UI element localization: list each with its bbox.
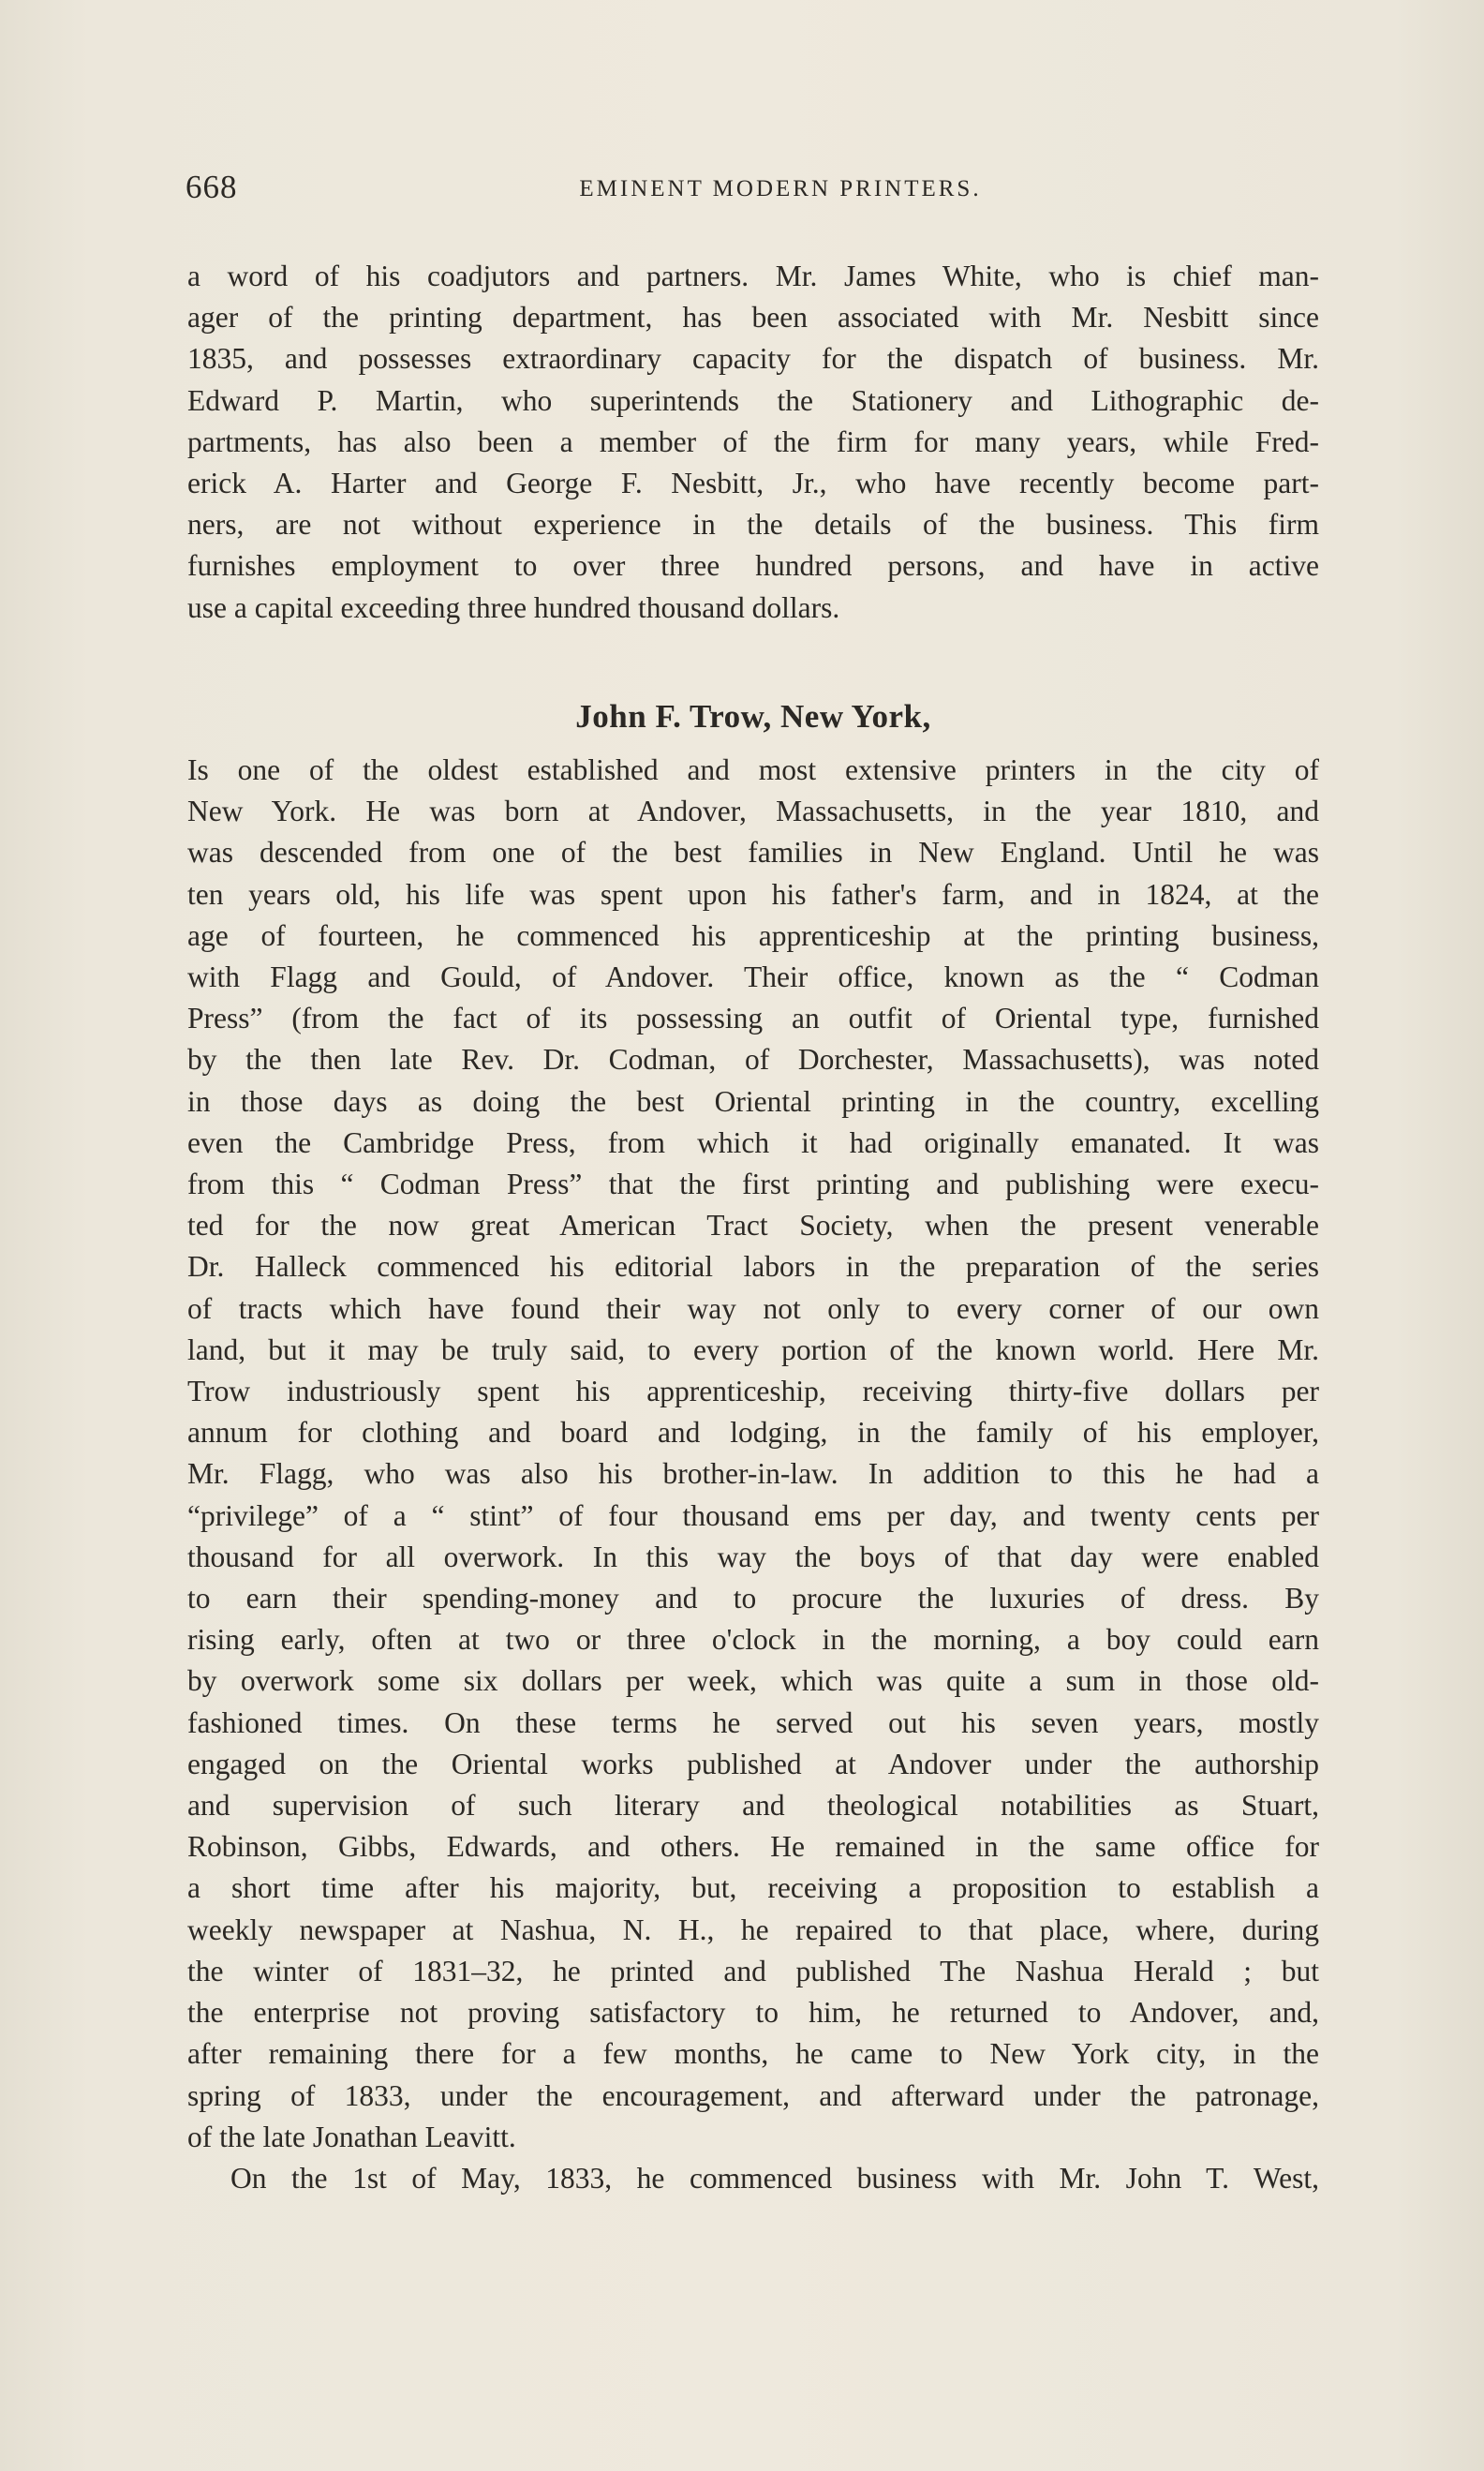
text-line: Is one of the oldest established and most extensive printers in the city of [187,753,1319,786]
text-line: after remaining there for a few months, he came to New York city, in the [187,2037,1319,2071]
text-line: furnishes employment to over three hundred persons, and have in active [187,549,1319,583]
text-line: Trow industriously spent his apprenticeship, receiving thirty-five dollars per [187,1375,1319,1408]
text-line: land, but it may be truly said, to every portion of the known world. Here Mr. [187,1332,1319,1366]
text-line: “privilege” of a “ stint” of four thousand ems per day, and twenty cents per [187,1498,1319,1532]
paragraph-trow-biography [187,750,1319,2199]
text-line: from this “ Codman Press” that the first printing and publishing were execu- [187,1168,1319,1201]
text-line: and supervision of such literary and theological notabilities as Stuart, [187,1789,1319,1823]
running-title: EMINENT MODERN PRINTERS. [579,176,982,201]
text-line: annum for clothing and board and lodging, in the family of his employer, [187,1416,1319,1450]
text-line: Mr. Flagg, who was also his brother-in-law. In addition to this he had a [187,1457,1319,1491]
text-line: ners, are not without experience in the details of the business. This firm [187,508,1319,542]
page-number: 668 [186,169,238,205]
text-line: by the then late Rev. Dr. Codman, of Dorchester, Massachusetts), was noted [187,1043,1319,1077]
text-line: On the 1st of May, 1833, he commenced business with Mr. John T. West, [230,2161,1319,2195]
text-line: fashioned times. On these terms he served out his seven years, mostly [187,1705,1319,1739]
text-line: the winter of 1831–32, he printed and published The Nashua Herald ; but [187,1954,1319,1987]
text-line: Edward P. Martin, who superintends the Stationery and Lithographic de- [187,383,1319,417]
text-line: ager of the printing department, has been associated with Mr. Nesbitt since [187,301,1319,335]
text-line: ten years old, his life was spent upon his father's farm, and in 1824, at the [187,877,1319,911]
text-line: to earn their spending-money and to procure the luxuries of dress. By [187,1582,1319,1615]
text-line: a short time after his majority, but, receiving a proposition to establish a [187,1871,1319,1905]
section-heading: John F. Trow, New York, [575,698,931,735]
text-line: thousand for all overwork. In this way the boys of that day were enabled [187,1540,1319,1573]
text-line: weekly newspaper at Nashua, N. H., he repaired to that place, where, during [187,1913,1319,1946]
text-line: Robinson, Gibbs, Edwards, and others. He remained in the same office for [187,1830,1319,1864]
text-line: even the Cambridge Press, from which it had originally emanated. It was [187,1125,1319,1159]
text-line: erick A. Harter and George F. Nesbitt, Jr., who have recently become part- [187,467,1319,500]
text-line: Dr. Halleck commenced his editorial labors in the preparation of the series [187,1250,1319,1284]
running-head [186,169,1319,221]
text-line: ted for the now great American Tract Society, when the present venerable [187,1209,1319,1243]
text-line: in those days as doing the best Oriental printing in the country, excelling [187,1084,1319,1118]
text-line: spring of 1833, under the encouragement, and afterward under the patronage, [187,2078,1319,2112]
text-line: of tracts which have found their way not only to every corner of our own [187,1291,1319,1325]
paragraph-nesbitt-partners [187,256,1319,629]
text-line: of the late Jonathan Leavitt. [187,2120,516,2153]
text-line: age of fourteen, he commenced his apprenticeship at the printing business, [187,918,1319,952]
text-line: use a capital exceeding three hundred thousand dollars. [187,590,840,624]
text-line: engaged on the Oriental works published at Andover under the authorship [187,1747,1319,1780]
text-line: by overwork some six dollars per week, which was quite a sum in those old- [187,1664,1319,1698]
text-line: Press” (from the fact of its possessing an outfit of Oriental type, furnished [187,1002,1319,1035]
text-line: a word of his coadjutors and partners. Mr. James White, who is chief man- [187,260,1319,292]
text-line: was descended from one of the best families in New England. Until he was [187,836,1319,870]
text-line: rising early, often at two or three o'clock in the morning, a boy could earn [187,1623,1319,1657]
text-line: with Flagg and Gould, of Andover. Their office, known as the “ Codman [187,960,1319,994]
text-line: New York. He was born at Andover, Massachusetts, in the year 1810, and [187,795,1319,828]
text-line: the enterprise not proving satisfactory to him, he returned to Andover, and, [187,1996,1319,2030]
text-line: 1835, and possesses extraordinary capacity for the dispatch of business. Mr. [187,342,1319,376]
text-line: partments, has also been a member of the firm for many years, while Fred- [187,424,1319,458]
